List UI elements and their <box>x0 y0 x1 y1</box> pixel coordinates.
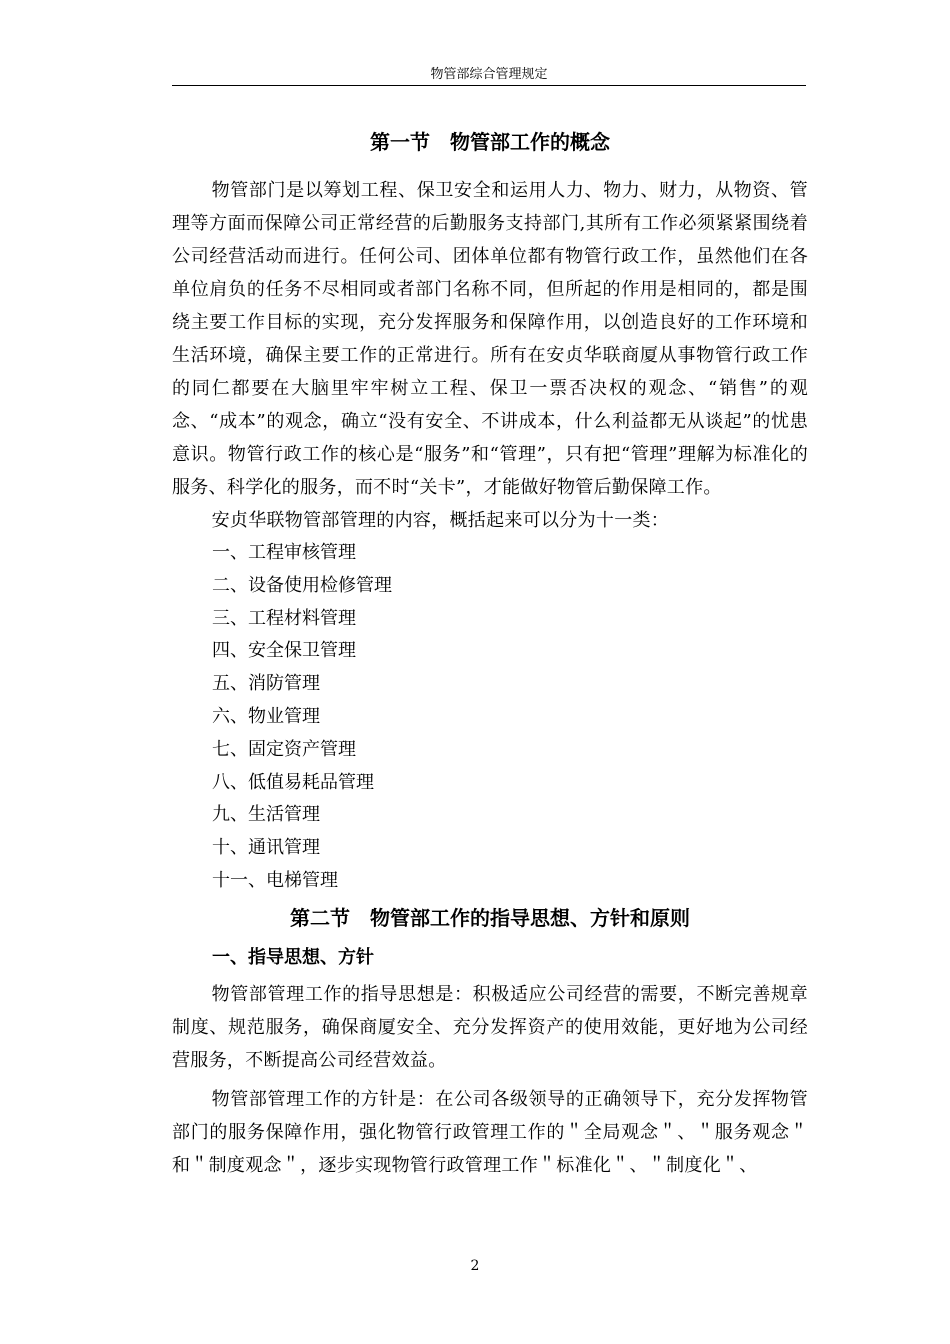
list-item: 八、低值易耗品管理 <box>212 771 374 793</box>
page-number: 2 <box>470 1258 480 1274</box>
header-divider <box>172 85 806 86</box>
list-item: 五、消防管理 <box>212 673 320 695</box>
section2-title: 第二节 物管部工作的指导思想、方针和原则 <box>290 905 690 930</box>
list-item: 一、工程审核管理 <box>212 542 356 563</box>
section2-paragraph: 物管部管理工作的方针是：在公司各级领导的正确领导下，充分发挥物管部门的服务保障作用，强化物管行政管理工作的＂全局观念＂、＂服务观念＂和＂制度观念＂，逐步实现物管行政管理工作＂标准化＂、＂制度化＂、 <box>172 1088 808 1176</box>
section1-paragraph: 物管部门是以筹划工程、保卫安全和运用人力、物力、财力，从物资、管理等方面而保障公司正常经营的后勤服务支持部门,其所有工作必须紧紧围绕着公司经营活动而进行。任何公司、团体单位都有物管行政工作，虽然他们在各单位肩负的任务不尽相同或者部门名称不同，但所起的作用是相同的，都是围绕主要工作目标的实现，充分发挥服务和保障作用，以创造良好的工作环境和生活环境，确保主要工作的正常进行。所有在安贞华联商厦从事物管行政工作的同仁都要在大脑里牢牢树立工程、保卫一票否决权的观念、“销售”的观念、“成本”的观念，确立“没有安全、不讲成本，什么利益都无从谈起”的忧患意识。物管行政工作的核心是“服务”和“管理”，只有把“管理”理解为标准化的服务、科学化的服务，而不时“关卡”，才能做好物管后勤保障工作。 <box>172 180 808 498</box>
list-item: 四、安全保卫管理 <box>212 640 356 662</box>
section2-subheading: 一、指导思想、方针 <box>212 946 374 968</box>
section1-paragraph: 安贞华联物管部管理的内容，概括起来可以分为十一类： <box>211 510 670 531</box>
list-item: 七、固定资产管理 <box>212 738 356 760</box>
list-item: 六、物业管理 <box>212 705 320 727</box>
document-body <box>172 122 808 1182</box>
list-item: 九、生活管理 <box>212 804 320 826</box>
management-categories-list <box>172 537 808 898</box>
list-item: 十一、电梯管理 <box>212 869 338 891</box>
list-item: 十、通讯管理 <box>212 837 320 859</box>
section2-paragraph: 物管部管理工作的指导思想是：积极适应公司经营的需要，不断完善规章制度、规范服务，确保商厦安全、充分发挥资产的使用效能，更好地为公司经营服务，不断提高公司经营效益。 <box>172 983 808 1071</box>
list-item: 三、工程材料管理 <box>212 607 356 629</box>
list-item: 二、设备使用检修管理 <box>212 574 392 596</box>
running-header: 物管部综合管理规定 <box>430 67 548 82</box>
section1-title: 第一节 物管部工作的概念 <box>370 130 610 154</box>
